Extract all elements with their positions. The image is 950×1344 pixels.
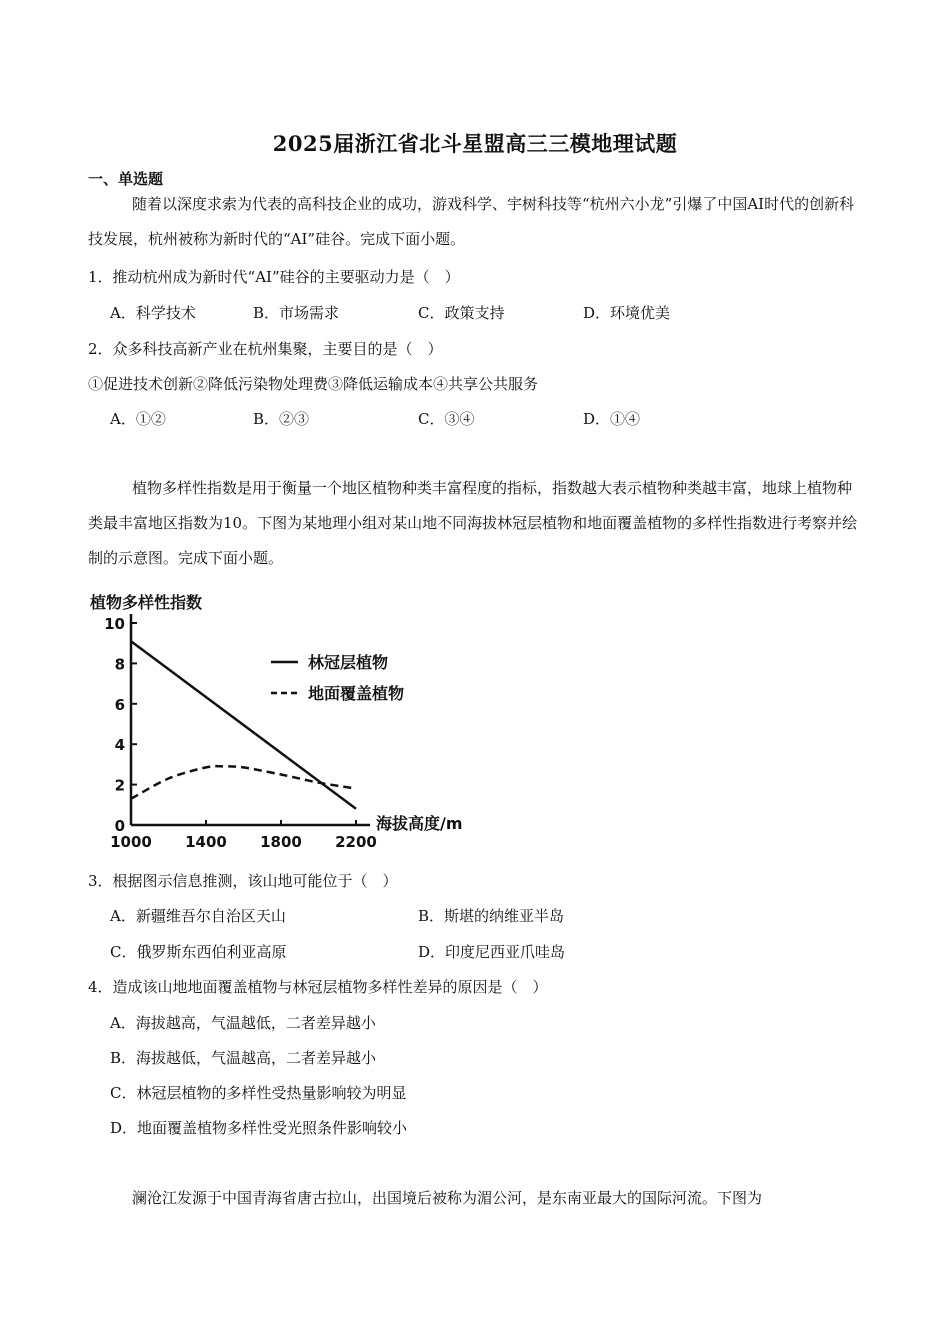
passage-1-text: 随着以深度求索为代表的高科技企业的成功，游戏科学、宇树科技等“杭州六小龙”引爆了中国AI时代的创新科技发展，杭州被称为新时代的“AI”硅谷。完成下面小题。 [88, 195, 855, 248]
q4-option-b[interactable]: B．海拔越低，气温越高，二者差异越小 [110, 1049, 377, 1067]
q2-option-a[interactable]: A．①② [110, 410, 166, 428]
q1-option-a[interactable]: A．科学技术 [110, 304, 196, 322]
q1-option-b[interactable]: B．市场需求 [253, 304, 340, 322]
question-2-stem: 2．众多科技高新产业在杭州集聚，主要目的是（ ） [88, 340, 443, 358]
y-tick-label: 0 [114, 817, 125, 835]
q4-option-d[interactable]: D．地面覆盖植物多样性受光照条件影响较小 [110, 1119, 408, 1137]
passage-2-text: 植物多样性指数是用于衡量一个地区植物种类丰富程度的指标，指数越大表示植物种类越丰富，地球上植物种类最丰富地区指数为10。下图为某地理小组对某山地不同海拔林冠层植物和地面覆盖植物的多样性指数进行考察并绘制的示意图。完成下面小题。 [88, 479, 858, 567]
x-axis-label: 海拔高度/m [376, 814, 463, 833]
passage-3-text: 澜沧江发源于中国青海省唐古拉山，出国境后被称为湄公河，是东南亚最大的国际河流。下图为 [132, 1189, 763, 1207]
ground-cover-plants-line [131, 766, 356, 799]
legend [271, 653, 404, 703]
q3-option-c[interactable]: C．俄罗斯东西伯利亚高原 [110, 943, 287, 961]
x-tick-label: 1400 [185, 833, 227, 851]
legend-label-canopy: 林冠层植物 [308, 653, 389, 672]
q4-option-a[interactable]: A．海拔越高，气温越低，二者差异越小 [110, 1014, 376, 1032]
x-tick-label: 2200 [335, 833, 377, 851]
q2-option-b[interactable]: B．②③ [253, 410, 310, 428]
legend-label-ground: 地面覆盖植物 [308, 684, 405, 703]
page-title: 2025届浙江省北斗星盟高三三模地理试题 [272, 131, 678, 156]
y-axis-label: 植物多样性指数 [90, 593, 203, 612]
x-tick-label: 1000 [110, 833, 152, 851]
q3-option-a[interactable]: A．新疆维吾尔自治区天山 [110, 907, 286, 925]
y-tick-label: 2 [114, 776, 125, 795]
q2-option-d[interactable]: D．①④ [583, 410, 641, 428]
q2-option-c[interactable]: C．③④ [418, 410, 475, 428]
diversity-chart [88, 586, 488, 856]
y-tick-label: 6 [114, 695, 125, 714]
section-heading: 一、单选题 [88, 170, 164, 188]
q4-option-c[interactable]: C．林冠层植物的多样性受热量影响较为明显 [110, 1084, 407, 1102]
question-3-stem: 3．根据图示信息推测，该山地可能位于（ ） [88, 872, 398, 890]
q1-option-d[interactable]: D．环境优美 [583, 304, 671, 322]
question-2-statements: ①促进技术创新②降低污染物处理费③降低运输成本④共享公共服务 [88, 375, 539, 393]
passage-1 [88, 187, 858, 257]
question-1-stem: 1．推动杭州成为新时代“AI”硅谷的主要驱动力是（ ） [88, 268, 460, 286]
q3-option-b[interactable]: B．斯堪的纳维亚半岛 [418, 907, 565, 925]
q1-option-c[interactable]: C．政策支持 [418, 304, 505, 322]
y-tick-label: 10 [104, 615, 125, 633]
x-tick-label: 1800 [260, 833, 302, 851]
y-tick-label: 8 [114, 655, 125, 674]
passage-3 [88, 1181, 858, 1216]
passage-2 [88, 471, 858, 576]
question-4-stem: 4．造成该山地地面覆盖植物与林冠层植物多样性差异的原因是（ ） [88, 978, 548, 996]
y-tick-label: 4 [114, 736, 125, 755]
q3-option-d[interactable]: D．印度尼西亚爪哇岛 [418, 943, 566, 961]
